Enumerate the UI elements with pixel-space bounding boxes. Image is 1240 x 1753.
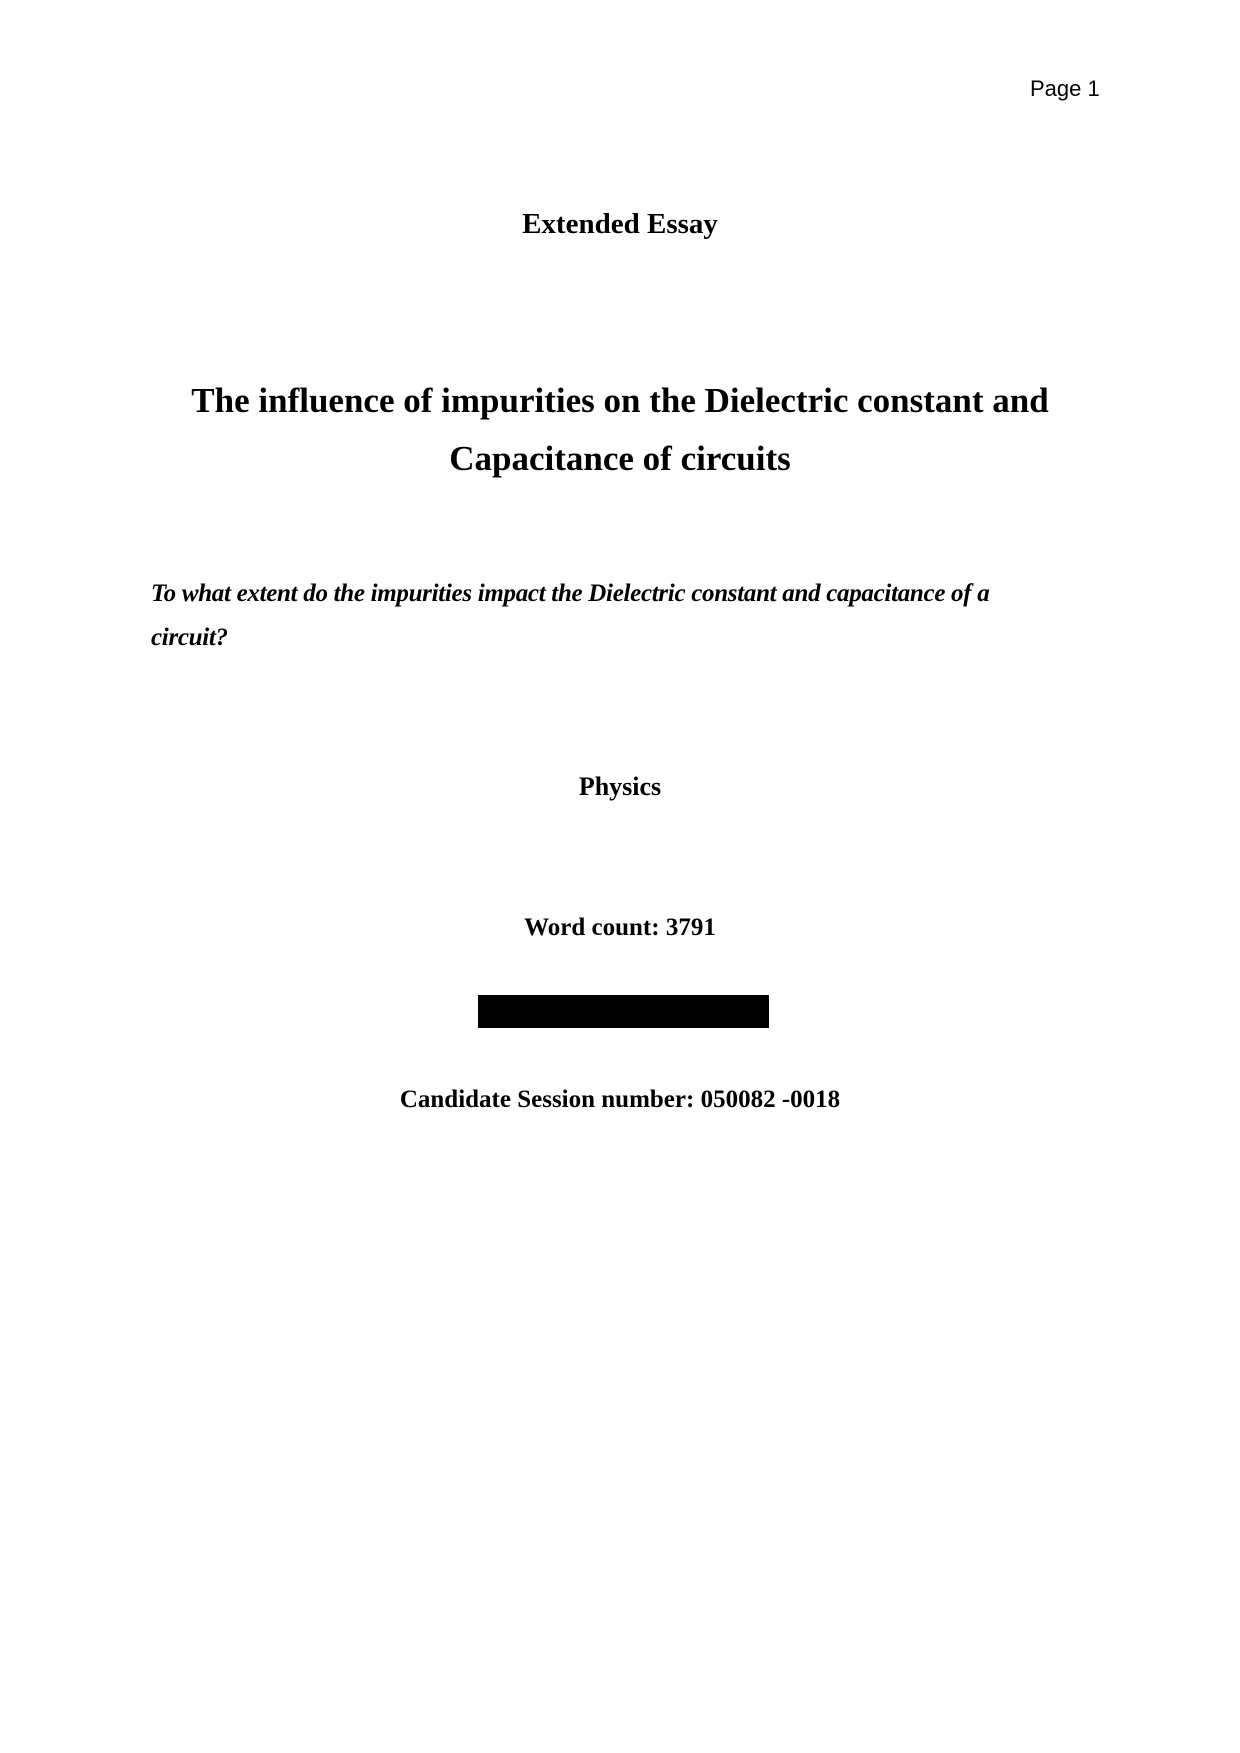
essay-title-line-1: The influence of impurities on the Dielectric constant and — [191, 381, 1049, 420]
research-question-line-2: circuit? — [151, 624, 228, 651]
subject-label: Physics — [578, 772, 662, 801]
essay-title — [0, 372, 1240, 488]
page-number: Page 1 — [1030, 76, 1100, 101]
candidate-session-number: Candidate Session number: 050082 -0018 — [399, 1086, 841, 1113]
word-count: Word count: 3791 — [524, 914, 716, 941]
essay-title-line-2: Capacitance of circuits — [449, 439, 791, 478]
redaction-bar — [478, 995, 769, 1028]
document-type-heading: Extended Essay — [522, 208, 718, 240]
research-question-line-1: To what extent do the impurities impact the Dielectric constant and capacitance of a — [151, 580, 990, 607]
research-question — [151, 572, 1071, 660]
